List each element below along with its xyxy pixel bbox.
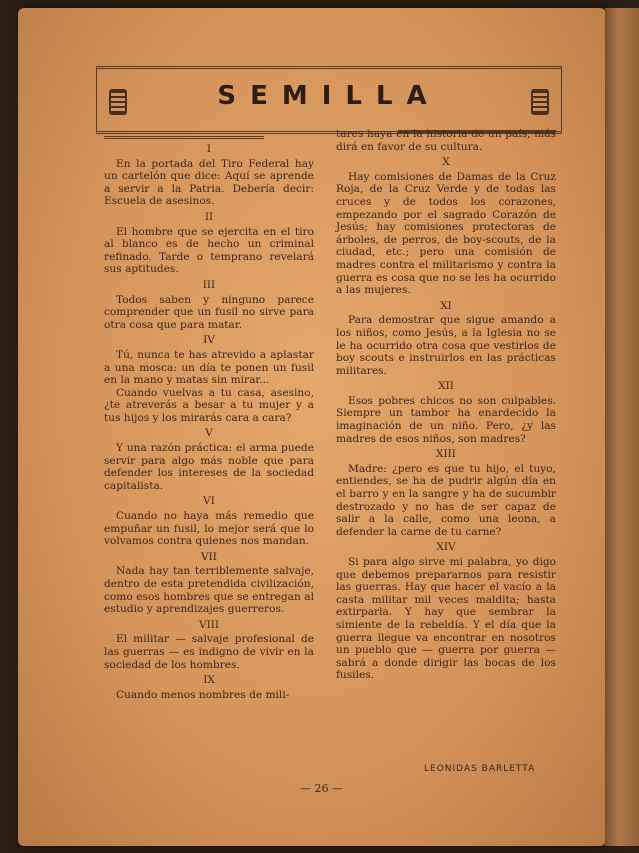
next-page-edge (605, 8, 639, 846)
section-paragraph: Cuando menos nombres de mili- (116, 688, 290, 701)
title-frame (96, 66, 562, 134)
section-paragraph: Cuando no haya más remedio que empuñar un fusil, lo mejor será que lo volvamos contra quienes nos mandan. (104, 510, 314, 548)
section-numeral: V (205, 427, 213, 440)
section-paragraph: Todos saben y ninguno parece comprender que un fusil no sirve para otra cosa que para matar. (104, 293, 314, 331)
section-numeral: II (204, 210, 214, 223)
section-paragraph: Para demostrar que sigue amando a los niños, como Jesús, a la Iglesia no se le ha ocurrido otra cosa que vestirlos de boy scouts e instruirlos en las prácticas militares. (336, 314, 556, 377)
section-numeral: VI (203, 495, 215, 508)
left-column (104, 140, 314, 701)
right-column (336, 128, 556, 682)
page-title: SEMILLA (217, 81, 441, 111)
section-paragraph: Cuando vuelvas a tu casa, asesino, ¿te atreverás a besar a tu mujer y a tus hijos y los mirarás cara a cara? (104, 386, 314, 424)
section-paragraph: Tú, nunca te has atrevido a aplastar a una mosca: un día te ponen un fusil en la mano y matas sin mirar... (104, 348, 314, 387)
section-paragraph: Madre: ¿pero es que tu hijo, el tuyo, entiendes, se ha de pudrir algún día en el barro y en la sangre y ha de sucumbir destrozado y no has de ser capaz de salir a la calle, como una leona, a defender la carne de tu carne? (336, 462, 556, 538)
section-numeral: XII (438, 380, 454, 393)
section-numeral: I (206, 143, 212, 155)
ornament-right-icon (531, 89, 549, 115)
author-signature: LEONIDAS BARLETTA (424, 764, 536, 774)
section-numeral: X (442, 156, 450, 169)
section-paragraph: En la portada del Tiro Federal hay un cartelón que dice: Aquí se aprende a servir a la Patria. Debería decir: Escuela de asesinos. (104, 157, 314, 208)
section-paragraph: El militar — salvaje profesional de las guerras — es indigno de vivir en la sociedad de los hombres. (104, 633, 314, 671)
section-numeral: XI (440, 299, 452, 312)
section-numeral: VIII (198, 618, 220, 631)
section-numeral: VII (201, 550, 217, 563)
section-numeral: IV (203, 334, 215, 347)
section-numeral: XIV (436, 541, 456, 554)
section-paragraph: tares haya en la historia de un país, más dirá en favor de su cultura. (336, 128, 556, 153)
section-paragraph: El hombre que se ejercita en el tiro al blanco es de hecho un criminal refinado. Tarde o temprano revelará sus aptitudes. (104, 225, 314, 276)
section-numeral: XIII (436, 448, 456, 461)
section-numeral: IX (203, 674, 215, 687)
section-paragraph: Si para algo sirve mi palabra, yo digo que debemos prepararnos para resistir las guerras. Hay que hacer el vacío a la casta militar mil veces maldita; hasta extirparla. Y hay que sembrar la simiente de la rebeldía. Y el día que la guerra llegue va encontrar en nosotros un pueblo que — guerra por guerra — sabrá a donde dirigir las bocas de los fusiles. (336, 556, 556, 682)
section-paragraph: Nada hay tan terriblemente salvaje, dentro de esta pretendida civilización, como esos hombres que se entregan al estudio y aprendizajes guerreros. (104, 565, 314, 616)
section-paragraph: Esos pobres chicos no son culpables. Siempre un tambor ha enardecido la imaginación de un niño. Pero, ¿y las madres de esos niños, son madres? (336, 394, 556, 445)
section-numeral: III (202, 278, 216, 291)
page-number: — 26 — (300, 782, 343, 795)
section-paragraph: Y una razón práctica: el arma puede servir para algo más noble que para defender los intereses de la sociedad capitalista. (104, 442, 314, 492)
section-paragraph: Hay comisiones de Damas de la Cruz Roja, de la Cruz Verde y de todas las cruces y de todos los corazones, empezando por el sagrado Corazón de Jesús; hay comisiones protectoras de árboles, de perros, de boy-scouts, de la ciudad, etc.; pero una comisión de madres contra el militarismo y contra la guerra es cosa que no se les ha ocurrido a las mujeres. (336, 170, 556, 297)
